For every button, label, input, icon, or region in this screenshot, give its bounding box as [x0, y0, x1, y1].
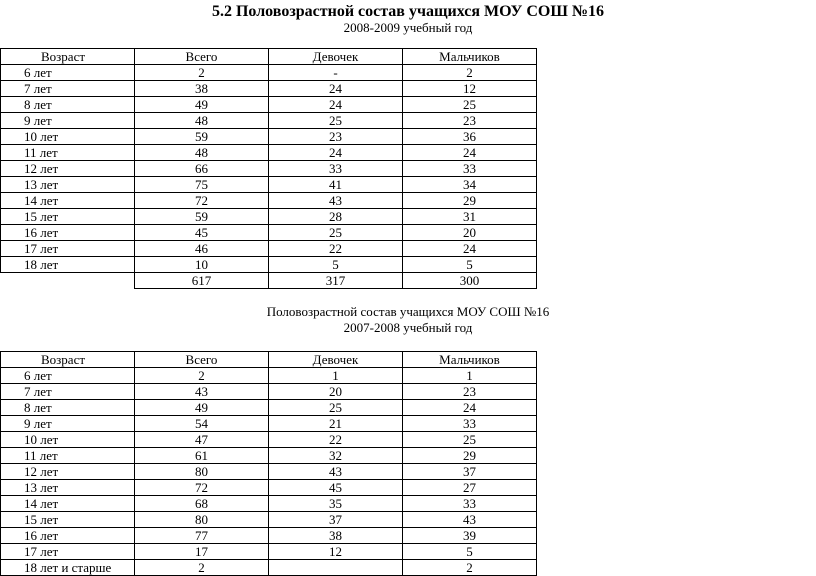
- cell-age: 8 лет: [1, 97, 135, 113]
- cell-age: 18 лет: [1, 257, 135, 273]
- table-row: [1, 65, 537, 81]
- cell-girls: -: [269, 65, 403, 81]
- table-row: [1, 368, 537, 384]
- section-heading-2007-2008: Половозрастной состав учащихся МОУ СОШ №16: [266, 304, 550, 319]
- cell-age: 14 лет: [1, 496, 135, 512]
- cell-total: 2: [135, 368, 269, 384]
- cell-total: 59: [135, 209, 269, 225]
- cell-boys: 36: [403, 129, 537, 145]
- table-row: [1, 161, 537, 177]
- cell-girls: 24: [269, 145, 403, 161]
- cell-boys: 25: [403, 432, 537, 448]
- cell-boys: 24: [403, 241, 537, 257]
- cell-total: 80: [135, 464, 269, 480]
- table-row: [1, 464, 537, 480]
- cell-girls: 1: [269, 368, 403, 384]
- cell-girls: 38: [269, 528, 403, 544]
- cell-girls: 21: [269, 416, 403, 432]
- cell-age: 6 лет: [1, 65, 135, 81]
- cell-total: 17: [135, 544, 269, 560]
- column-header-age: Возраст: [1, 49, 135, 65]
- cell-age: 10 лет: [1, 432, 135, 448]
- table-row: [1, 257, 537, 273]
- cell-boys: 33: [403, 496, 537, 512]
- cell-total: 49: [135, 97, 269, 113]
- cell-boys: 33: [403, 416, 537, 432]
- cell-age: 10 лет: [1, 129, 135, 145]
- cell-boys: 5: [403, 544, 537, 560]
- cell-girls: 5: [269, 257, 403, 273]
- table-row: [1, 241, 537, 257]
- cell-total: 49: [135, 400, 269, 416]
- table-row: [1, 129, 537, 145]
- table-row: [1, 544, 537, 560]
- cell-age: 7 лет: [1, 81, 135, 97]
- cell-girls: 43: [269, 464, 403, 480]
- cell-total: 47: [135, 432, 269, 448]
- cell-age: 16 лет: [1, 225, 135, 241]
- cell-girls: 20: [269, 384, 403, 400]
- cell-girls: 43: [269, 193, 403, 209]
- cell-boys: 24: [403, 400, 537, 416]
- cell-total: 45: [135, 225, 269, 241]
- cell-total: 2: [135, 560, 269, 576]
- cell-age: 13 лет: [1, 177, 135, 193]
- table-header-row: [1, 49, 537, 65]
- table-row: [1, 432, 537, 448]
- table-row: [1, 193, 537, 209]
- table-row: [1, 81, 537, 97]
- cell-boys: 29: [403, 448, 537, 464]
- cell-age: 11 лет: [1, 145, 135, 161]
- age-sex-table-2007-2008: [0, 351, 537, 576]
- total-row: [1, 273, 537, 289]
- total-boys: 300: [403, 273, 537, 289]
- cell-age: 15 лет: [1, 512, 135, 528]
- table-row: [1, 480, 537, 496]
- column-header-total: Всего: [135, 352, 269, 368]
- column-header-boys: Мальчиков: [403, 49, 537, 65]
- cell-total: 59: [135, 129, 269, 145]
- cell-boys: 31: [403, 209, 537, 225]
- cell-boys: 5: [403, 257, 537, 273]
- cell-age: 11 лет: [1, 448, 135, 464]
- school-year-2007-2008: 2007-2008 учебный год: [343, 320, 473, 335]
- cell-age: 12 лет: [1, 161, 135, 177]
- table-row: [1, 496, 537, 512]
- total-age: [1, 273, 135, 289]
- table-row: [1, 145, 537, 161]
- cell-total: 68: [135, 496, 269, 512]
- table-row: [1, 113, 537, 129]
- cell-girls: 23: [269, 129, 403, 145]
- cell-boys: 23: [403, 113, 537, 129]
- cell-total: 72: [135, 193, 269, 209]
- cell-total: 48: [135, 113, 269, 129]
- cell-age: 9 лет: [1, 416, 135, 432]
- cell-total: 54: [135, 416, 269, 432]
- cell-age: 6 лет: [1, 368, 135, 384]
- table-row: [1, 528, 537, 544]
- cell-boys: 27: [403, 480, 537, 496]
- cell-girls: [269, 560, 403, 576]
- total-total: 617: [135, 273, 269, 289]
- cell-boys: 29: [403, 193, 537, 209]
- cell-girls: 25: [269, 225, 403, 241]
- cell-age: 9 лет: [1, 113, 135, 129]
- cell-boys: 2: [403, 65, 537, 81]
- cell-girls: 37: [269, 512, 403, 528]
- cell-girls: 24: [269, 97, 403, 113]
- cell-total: 2: [135, 65, 269, 81]
- table-row: [1, 512, 537, 528]
- cell-boys: 2: [403, 560, 537, 576]
- table-row: [1, 97, 537, 113]
- cell-total: 38: [135, 81, 269, 97]
- cell-boys: 23: [403, 384, 537, 400]
- column-header-girls: Девочек: [269, 49, 403, 65]
- cell-girls: 41: [269, 177, 403, 193]
- total-girls: 317: [269, 273, 403, 289]
- table-row: [1, 384, 537, 400]
- cell-age: 14 лет: [1, 193, 135, 209]
- cell-boys: 33: [403, 161, 537, 177]
- cell-age: 15 лет: [1, 209, 135, 225]
- cell-girls: 22: [269, 241, 403, 257]
- cell-total: 46: [135, 241, 269, 257]
- column-header-boys: Мальчиков: [403, 352, 537, 368]
- cell-age: 16 лет: [1, 528, 135, 544]
- cell-total: 10: [135, 257, 269, 273]
- cell-age: 7 лет: [1, 384, 135, 400]
- cell-girls: 25: [269, 113, 403, 129]
- column-header-total: Всего: [135, 49, 269, 65]
- table-row: [1, 225, 537, 241]
- age-sex-table-2008-2009: [0, 48, 537, 289]
- cell-age: 8 лет: [1, 400, 135, 416]
- cell-age: 17 лет: [1, 544, 135, 560]
- cell-age: 17 лет: [1, 241, 135, 257]
- cell-total: 77: [135, 528, 269, 544]
- table-row: [1, 209, 537, 225]
- cell-girls: 32: [269, 448, 403, 464]
- cell-total: 66: [135, 161, 269, 177]
- cell-total: 48: [135, 145, 269, 161]
- cell-girls: 25: [269, 400, 403, 416]
- cell-girls: 33: [269, 161, 403, 177]
- cell-girls: 12: [269, 544, 403, 560]
- cell-boys: 39: [403, 528, 537, 544]
- cell-total: 61: [135, 448, 269, 464]
- school-year-2008-2009: 2008-2009 учебный год: [343, 20, 473, 35]
- cell-boys: 34: [403, 177, 537, 193]
- cell-total: 75: [135, 177, 269, 193]
- cell-age: 12 лет: [1, 464, 135, 480]
- column-header-age: Возраст: [1, 352, 135, 368]
- table-row: [1, 177, 537, 193]
- cell-boys: 24: [403, 145, 537, 161]
- cell-girls: 28: [269, 209, 403, 225]
- cell-girls: 22: [269, 432, 403, 448]
- table-row: [1, 400, 537, 416]
- column-header-girls: Девочек: [269, 352, 403, 368]
- cell-boys: 43: [403, 512, 537, 528]
- cell-total: 80: [135, 512, 269, 528]
- table-header-row: [1, 352, 537, 368]
- table-row: [1, 560, 537, 576]
- table-row: [1, 416, 537, 432]
- cell-age: 13 лет: [1, 480, 135, 496]
- cell-boys: 25: [403, 97, 537, 113]
- cell-total: 72: [135, 480, 269, 496]
- cell-boys: 12: [403, 81, 537, 97]
- cell-girls: 45: [269, 480, 403, 496]
- cell-total: 43: [135, 384, 269, 400]
- cell-age: 18 лет и старше: [1, 560, 135, 576]
- cell-girls: 24: [269, 81, 403, 97]
- page-title: 5.2 Половозрастной состав учащихся МОУ СОШ №16: [211, 3, 605, 20]
- cell-boys: 20: [403, 225, 537, 241]
- cell-boys: 37: [403, 464, 537, 480]
- cell-girls: 35: [269, 496, 403, 512]
- cell-boys: 1: [403, 368, 537, 384]
- table-row: [1, 448, 537, 464]
